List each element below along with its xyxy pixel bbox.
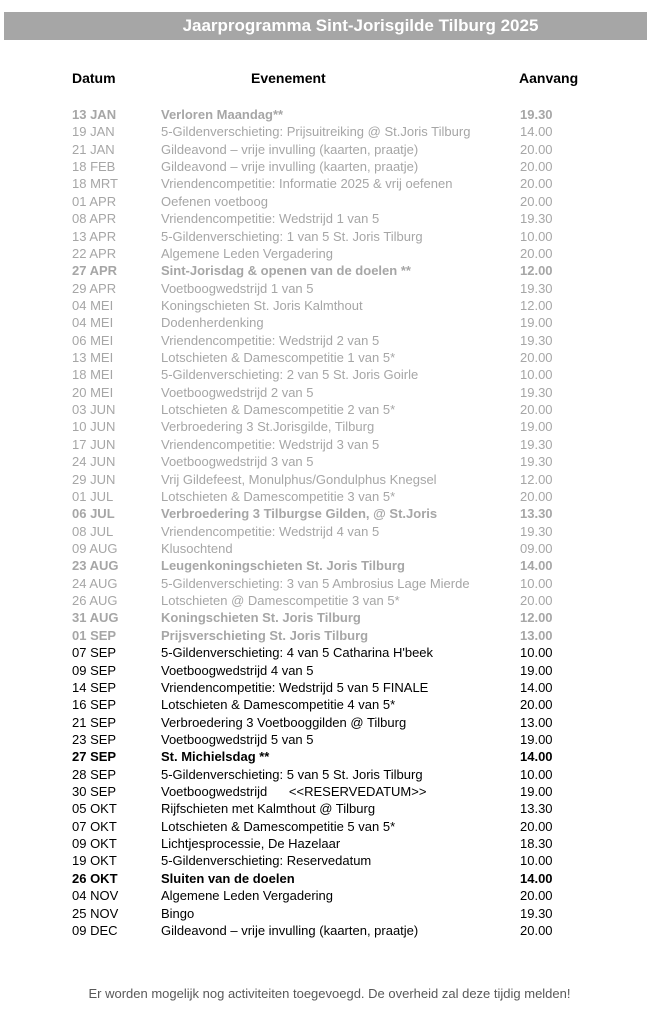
row-time: 10.00 [520, 367, 553, 383]
table-row [0, 488, 647, 505]
row-event: Vriendencompetitie: Wedstrijd 3 van 5 [161, 436, 380, 452]
row-date: 10 JUN [72, 419, 116, 435]
table-row [0, 575, 647, 592]
row-time: 19.30 [520, 332, 553, 348]
row-time: 20.00 [520, 593, 553, 609]
row-time: 20.00 [520, 176, 553, 192]
table-row [0, 123, 647, 140]
table-row [0, 106, 647, 123]
table-row [0, 783, 647, 800]
row-time: 19.00 [520, 731, 553, 747]
row-event: Voetboogwedstrijd 4 van 5 [161, 662, 314, 678]
row-date: 17 JUN [72, 436, 116, 452]
table-row [0, 609, 647, 626]
row-event: Gildeavond – vrije invulling (kaarten, praatje) [161, 141, 419, 157]
row-event: Lotschieten & Damescompetitie 2 van 5* [161, 402, 396, 418]
column-header-time: Aanvang [519, 70, 579, 86]
row-time: 19.30 [520, 436, 553, 452]
row-date: 06 MEI [72, 332, 114, 348]
row-date: 04 NOV [72, 888, 119, 904]
table-row [0, 557, 647, 574]
table-row [0, 887, 647, 904]
row-date: 28 SEP [72, 766, 117, 782]
row-time: 14.00 [520, 679, 553, 695]
row-event: Verbroedering 3 Tilburgse Gilden, @ St.Joris [161, 506, 438, 522]
table-row [0, 158, 647, 175]
schedule-table [0, 106, 647, 939]
row-time: 13.00 [520, 714, 553, 730]
row-event: Gildeavond – vrije invulling (kaarten, praatje) [161, 922, 419, 938]
row-time: 19.30 [520, 107, 553, 122]
row-time: 14.00 [520, 558, 553, 574]
table-row [0, 644, 647, 661]
row-date: 26 OKT [72, 870, 118, 886]
row-event: Leugenkoningschieten St. Joris Tilburg [161, 558, 405, 574]
row-event: Vriendencompetitie: Wedstrijd 2 van 5 [161, 332, 380, 348]
row-time: 20.00 [520, 350, 553, 366]
row-time: 19.00 [520, 784, 553, 800]
row-event: Lotschieten & Damescompetitie 1 van 5* [161, 350, 396, 366]
row-date: 29 APR [72, 280, 117, 296]
table-row [0, 592, 647, 609]
row-event: Lotschieten & Damescompetitie 4 van 5* [161, 697, 396, 713]
table-row [0, 384, 647, 401]
row-time: 12.00 [520, 263, 553, 279]
table-row [0, 366, 647, 383]
row-date: 13 JAN [72, 107, 117, 122]
row-date: 09 SEP [72, 662, 117, 678]
table-row [0, 662, 647, 679]
row-event: Voetboogwedstrijd 5 van 5 [161, 731, 314, 747]
row-date: 04 MEI [72, 315, 114, 331]
row-event: Dodenherdenking [161, 315, 264, 331]
table-row [0, 818, 647, 835]
table-row [0, 748, 647, 765]
table-row [0, 505, 647, 522]
table-row [0, 436, 647, 453]
footer-note: Er worden mogelijk nog activiteiten toegevoegd. De overheid zal deze tijdig melden! [88, 986, 571, 1001]
row-time: 10.00 [520, 228, 553, 244]
row-date: 03 JUN [72, 402, 116, 418]
row-date: 21 SEP [72, 714, 117, 730]
row-date: 21 JAN [72, 141, 115, 157]
row-time: 10.00 [520, 645, 553, 661]
row-date: 05 OKT [72, 801, 117, 817]
table-row [0, 175, 647, 192]
table-row [0, 835, 647, 852]
row-date: 22 APR [72, 245, 117, 261]
row-date: 07 OKT [72, 818, 117, 834]
row-event: Voetboogwedstrijd 1 van 5 [161, 280, 314, 296]
row-date: 14 SEP [72, 679, 117, 695]
row-date: 04 MEI [72, 297, 114, 313]
row-time: 10.00 [520, 853, 553, 869]
row-date: 09 OKT [72, 836, 117, 852]
row-event: Voetboogwedstrijd <<RESERVEDATUM>> [161, 784, 427, 800]
table-row [0, 471, 647, 488]
row-time: 12.00 [520, 471, 553, 487]
row-time: 19.00 [520, 662, 553, 678]
column-header-date: Datum [72, 70, 116, 86]
table-row [0, 540, 647, 557]
row-time: 20.00 [520, 245, 553, 261]
table-row [0, 193, 647, 210]
row-time: 20.00 [520, 402, 553, 418]
row-time: 14.00 [520, 749, 553, 765]
row-event: 5-Gildenverschieting: Reservedatum [161, 853, 372, 869]
table-row [0, 332, 647, 349]
table-row [0, 523, 647, 540]
row-date: 08 APR [72, 211, 117, 227]
row-event: Klusochtend [161, 540, 233, 556]
table-row [0, 262, 647, 279]
row-time: 20.00 [520, 193, 553, 209]
table-row [0, 314, 647, 331]
row-event: St. Michielsdag ** [161, 749, 270, 765]
row-event: Vriendencompetitie: Wedstrijd 5 van 5 FINALE [161, 679, 429, 695]
table-row [0, 418, 647, 435]
row-event: Vriendencompetitie: Informatie 2025 & vrij oefenen [161, 176, 453, 192]
row-event: Lotschieten @ Damescompetitie 3 van 5* [161, 593, 400, 609]
row-time: 12.00 [520, 297, 553, 313]
row-date: 24 JUN [72, 454, 116, 470]
row-event: 5-Gildenverschieting: Prijsuitreiking @ St.Joris Tilburg [161, 124, 471, 140]
row-date: 18 MRT [72, 176, 118, 192]
row-time: 20.00 [520, 888, 553, 904]
row-date: 16 SEP [72, 697, 117, 713]
row-time: 20.00 [520, 488, 553, 504]
table-row [0, 714, 647, 731]
row-time: 13.30 [520, 506, 553, 522]
row-date: 25 NOV [72, 905, 119, 921]
table-row [0, 141, 647, 158]
row-event: Verloren Maandag** [161, 107, 284, 122]
row-date: 19 JAN [72, 124, 115, 140]
row-time: 09.00 [520, 540, 553, 556]
table-row [0, 800, 647, 817]
row-date: 01 APR [72, 193, 117, 209]
row-date: 07 SEP [72, 645, 117, 661]
row-event: Oefenen voetboog [161, 193, 268, 209]
row-time: 13.30 [520, 801, 553, 817]
row-time: 14.00 [520, 124, 553, 140]
row-event: Gildeavond – vrije invulling (kaarten, praatje) [161, 159, 419, 175]
row-event: Rijfschieten met Kalmthout @ Tilburg [161, 801, 376, 817]
row-time: 19.30 [520, 280, 553, 296]
row-time: 19.30 [520, 523, 553, 539]
row-date: 18 FEB [72, 159, 116, 175]
row-time: 20.00 [520, 818, 553, 834]
table-row [0, 922, 647, 939]
row-date: 01 SEP [72, 627, 117, 643]
row-date: 20 MEI [72, 384, 114, 400]
table-row [0, 210, 647, 227]
row-event: Vrij Gildefeest, Monulphus/Gondulphus Knegsel [161, 471, 437, 487]
column-header-event: Evenement [251, 70, 326, 86]
table-row [0, 870, 647, 887]
row-event: 5-Gildenverschieting: 2 van 5 St. Joris Goirle [161, 367, 419, 383]
row-time: 20.00 [520, 922, 553, 938]
row-date: 08 JUL [72, 523, 114, 539]
row-event: Vriendencompetitie: Wedstrijd 1 van 5 [161, 211, 380, 227]
row-date: 27 APR [72, 263, 118, 279]
table-row [0, 852, 647, 869]
row-time: 10.00 [520, 766, 553, 782]
table-row [0, 245, 647, 262]
row-event: Verbroedering 3 Voetbooggilden @ Tilburg [161, 714, 407, 730]
row-date: 19 OKT [72, 853, 117, 869]
row-event: 5-Gildenverschieting: 4 van 5 Catharina H'beek [161, 645, 434, 661]
row-date: 27 SEP [72, 749, 117, 765]
row-event: Koningschieten St. Joris Kalmthout [161, 297, 363, 313]
title-bar [4, 12, 647, 40]
row-date: 23 AUG [72, 558, 119, 574]
row-date: 23 SEP [72, 731, 117, 747]
row-time: 20.00 [520, 697, 553, 713]
row-date: 13 APR [72, 228, 117, 244]
row-time: 20.00 [520, 141, 553, 157]
row-time: 13.00 [520, 627, 553, 643]
row-event: Voetboogwedstrijd 3 van 5 [161, 454, 314, 470]
row-date: 26 AUG [72, 593, 118, 609]
row-event: Verbroedering 3 St.Jorisgilde, Tilburg [161, 419, 375, 435]
row-event: Lichtjesprocessie, De Hazelaar [161, 836, 341, 852]
row-event: Prijsverschieting St. Joris Tilburg [161, 627, 369, 643]
row-date: 30 SEP [72, 784, 117, 800]
row-event: 5-Gildenverschieting: 3 van 5 Ambrosius Lage Mierde [161, 575, 470, 591]
row-date: 09 DEC [72, 922, 118, 938]
table-row [0, 731, 647, 748]
table-row [0, 453, 647, 470]
row-event: Sluiten van de doelen [161, 870, 295, 886]
row-event: Sint-Jorisdag & openen van de doelen ** [161, 263, 411, 279]
row-date: 31 AUG [72, 610, 119, 626]
row-time: 19.30 [520, 454, 553, 470]
row-time: 12.00 [520, 610, 553, 626]
table-row [0, 401, 647, 418]
row-event: Algemene Leden Vergadering [161, 888, 334, 904]
table-row [0, 228, 647, 245]
row-event: Lotschieten & Damescompetitie 5 van 5* [161, 818, 396, 834]
row-time: 19.30 [520, 384, 553, 400]
row-event: 5-Gildenverschieting: 5 van 5 St. Joris Tilburg [161, 766, 423, 782]
row-time: 10.00 [520, 575, 553, 591]
row-time: 19.00 [520, 419, 553, 435]
row-date: 13 MEI [72, 350, 114, 366]
row-time: 19.30 [520, 211, 553, 227]
table-row [0, 696, 647, 713]
table-row [0, 280, 647, 297]
row-date: 18 MEI [72, 367, 114, 383]
row-event: Voetboogwedstrijd 2 van 5 [161, 384, 314, 400]
row-event: Bingo [161, 905, 195, 921]
row-event: Algemene Leden Vergadering [161, 245, 334, 261]
table-row [0, 297, 647, 314]
row-time: 19.00 [520, 315, 553, 331]
table-row [0, 627, 647, 644]
row-event: Lotschieten & Damescompetitie 3 van 5* [161, 488, 396, 504]
row-time: 20.00 [520, 159, 553, 175]
page-title: Jaarprogramma Sint-Jorisgilde Tilburg 2025 [182, 16, 539, 35]
row-time: 19.30 [520, 905, 553, 921]
table-row [0, 679, 647, 696]
row-date: 06 JUL [72, 506, 115, 522]
row-date: 24 AUG [72, 575, 118, 591]
table-row [0, 766, 647, 783]
row-date: 01 JUL [72, 488, 114, 504]
row-event: Koningschieten St. Joris Tilburg [161, 610, 361, 626]
row-event: 5-Gildenverschieting: 1 van 5 St. Joris Tilburg [161, 228, 423, 244]
row-date: 09 AUG [72, 540, 118, 556]
row-event: Vriendencompetitie: Wedstrijd 4 van 5 [161, 523, 380, 539]
row-time: 18.30 [520, 836, 553, 852]
row-time: 14.00 [520, 870, 553, 886]
row-date: 29 JUN [72, 471, 116, 487]
table-row [0, 905, 647, 922]
table-row [0, 349, 647, 366]
